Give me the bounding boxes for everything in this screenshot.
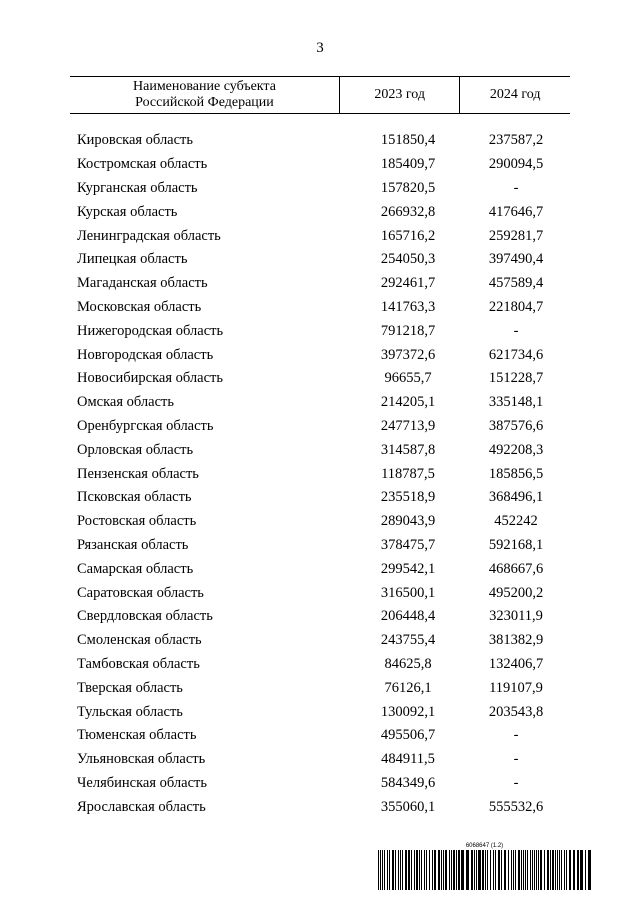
barcode-bar (557, 850, 558, 890)
budget-table (70, 76, 570, 819)
value-2023-cell: 84625,8 (384, 655, 432, 672)
barcode-bar (482, 850, 484, 890)
region-name-cell: Оренбургская область (77, 417, 214, 434)
barcode-bar (561, 850, 562, 890)
table-row (70, 177, 570, 201)
value-2024-cell: 132406,7 (488, 655, 544, 672)
barcode-bar (380, 850, 381, 890)
value-2024-cell: 119107,9 (489, 679, 543, 696)
value-2023-cell: 355060,1 (380, 798, 436, 815)
value-2024-cell: 290094,5 (488, 156, 544, 173)
value-2024-cell: 185856,5 (488, 465, 544, 482)
barcode-bar (451, 850, 452, 890)
table-row (70, 700, 570, 724)
table-row (70, 510, 570, 534)
value-2023-cell: 378475,7 (380, 536, 436, 553)
value-2023-cell: 299542,1 (380, 560, 436, 577)
barcode-bar (555, 850, 556, 890)
table-row (70, 772, 570, 796)
barcode-bar (569, 850, 571, 890)
region-name-cell: Орловская область (77, 441, 194, 458)
barcode-bar (456, 850, 457, 890)
barcode-bar (559, 850, 560, 890)
barcode-bar (405, 850, 407, 890)
value-2024-cell: - (513, 727, 519, 744)
value-2023-cell: 254050,3 (380, 251, 436, 268)
value-2023-cell: 76126,1 (384, 679, 432, 696)
barcode-bar (532, 850, 533, 890)
barcode-bar (395, 850, 396, 890)
header-2024: 2024 год (459, 77, 570, 113)
barcode-bar (513, 850, 514, 890)
table-header (70, 76, 570, 114)
region-name-cell: Нижегородская область (77, 322, 224, 339)
barcode-bar (411, 850, 412, 890)
value-2024-cell: 203543,8 (488, 703, 544, 720)
table-row (70, 581, 570, 605)
value-2023-cell: 243755,4 (380, 632, 436, 649)
table-row (70, 795, 570, 819)
value-2023-cell: 397372,6 (380, 346, 436, 363)
barcode-bar (419, 850, 420, 890)
region-name-cell: Ростовская область (77, 513, 197, 530)
table-row (70, 724, 570, 748)
value-2024-cell: 381382,9 (488, 632, 544, 649)
barcode-bar (521, 850, 522, 890)
barcode-bar (525, 850, 526, 890)
table-row (70, 748, 570, 772)
region-name-cell: Тамбовская область (77, 655, 200, 672)
barcode-bar (490, 850, 491, 890)
value-2024-cell: 151228,7 (488, 370, 544, 387)
barcode-bar (434, 850, 436, 890)
region-name-cell: Новосибирская область (77, 370, 223, 387)
region-name-cell: Омская область (77, 394, 174, 411)
table-row (70, 200, 570, 224)
value-2023-cell: 266932,8 (380, 203, 436, 220)
value-2023-cell: 151850,4 (380, 132, 436, 149)
value-2023-cell: 118787,5 (381, 465, 435, 482)
barcode-bar (564, 850, 565, 890)
table-row (70, 153, 570, 177)
barcode-bar (432, 850, 433, 890)
value-2023-cell: 214205,1 (380, 394, 436, 411)
barcode-bar (414, 850, 415, 890)
value-2024-cell: 335148,1 (488, 394, 544, 411)
barcode-bar (387, 850, 388, 890)
value-2023-cell: 247713,9 (380, 417, 436, 434)
region-name-cell: Псковская область (77, 489, 192, 506)
table-row (70, 129, 570, 153)
value-2023-cell: 157820,5 (380, 179, 436, 196)
barcode-bar (466, 850, 469, 890)
barcode-bar (585, 850, 586, 890)
region-name-cell: Тверская область (77, 679, 183, 696)
value-2024-cell: 468667,6 (488, 560, 544, 577)
barcode-bar (416, 850, 418, 890)
value-2024-cell: - (513, 179, 519, 196)
table-row (70, 462, 570, 486)
barcode-bar (471, 850, 473, 890)
barcode-bar (588, 850, 591, 890)
value-2024-cell: 492208,3 (488, 441, 544, 458)
barcode-bar (495, 850, 496, 890)
barcode-bar (536, 850, 537, 890)
barcode-bar (453, 850, 455, 890)
barcode-bar (426, 850, 427, 890)
header-region-name (70, 77, 339, 113)
value-2024-cell: 555532,6 (488, 798, 544, 815)
barcode-bar (552, 850, 554, 890)
barcode-bar (493, 850, 494, 890)
region-name-cell: Рязанская область (77, 536, 189, 553)
barcode-bar (527, 850, 528, 890)
barcode-bar (487, 850, 488, 890)
barcode-bar (443, 850, 444, 890)
barcode-bar (501, 850, 502, 890)
barcode-bar (382, 850, 383, 890)
barcode-bar (538, 850, 539, 890)
value-2024-cell: 452242 (494, 513, 538, 530)
table-row (70, 653, 570, 677)
table-row (70, 367, 570, 391)
table-row (70, 557, 570, 581)
barcode-bar (478, 850, 481, 890)
value-2023-cell: 96655,7 (384, 370, 432, 387)
header-region-line2: Российской Федерации (135, 95, 274, 110)
table-row (70, 486, 570, 510)
barcode-bar (530, 850, 531, 890)
barcode-bar (474, 850, 475, 890)
value-2023-cell: 484911,5 (381, 751, 435, 768)
region-name-cell: Московская область (77, 298, 202, 315)
barcode-bar (544, 850, 545, 890)
page-number: 3 (316, 40, 324, 56)
document-barcode (378, 843, 591, 890)
region-name-cell: Челябинская область (77, 774, 207, 791)
value-2024-cell: 495200,2 (488, 584, 544, 601)
barcode-image (378, 850, 591, 890)
barcode-bar (402, 850, 403, 890)
table-body (70, 129, 570, 819)
region-name-cell: Курганская область (77, 179, 198, 196)
value-2024-cell: 457589,4 (488, 275, 544, 292)
region-name-cell: Ярославская область (77, 798, 206, 815)
table-row (70, 605, 570, 629)
region-name-cell: Смоленская область (77, 632, 202, 649)
barcode-bar (421, 850, 422, 890)
region-name-cell: Магаданская область (77, 275, 208, 292)
barcode-bar (534, 850, 535, 890)
barcode-bar (400, 850, 401, 890)
value-2023-cell: 130092,1 (380, 703, 436, 720)
value-2023-cell: 289043,9 (380, 513, 436, 530)
value-2024-cell: 323011,9 (489, 608, 543, 625)
value-2023-cell: 584349,6 (380, 774, 436, 791)
barcode-bar (547, 850, 549, 890)
region-name-cell: Тюменская область (77, 727, 197, 744)
value-2023-cell: 314587,8 (380, 441, 436, 458)
value-2023-cell: 235518,9 (380, 489, 436, 506)
value-2024-cell: 397490,4 (488, 251, 544, 268)
barcode-bar (424, 850, 425, 890)
value-2024-cell: - (513, 322, 519, 339)
value-2024-cell: 221804,7 (488, 298, 544, 315)
region-name-cell: Кировская область (77, 132, 194, 149)
region-name-cell: Ленинградская область (77, 227, 221, 244)
value-2023-cell: 791218,7 (380, 322, 436, 339)
barcode-bar (577, 850, 579, 890)
value-2023-cell: 185409,7 (380, 156, 436, 173)
value-2024-cell: 259281,7 (488, 227, 544, 244)
region-name-cell: Самарская область (77, 560, 194, 577)
table-row (70, 534, 570, 558)
barcode-bar (445, 850, 447, 890)
region-name-cell: Ульяновская область (77, 751, 206, 768)
barcode-bar (441, 850, 442, 890)
value-2023-cell: 206448,4 (380, 608, 436, 625)
table-row (70, 296, 570, 320)
value-2023-cell: 316500,1 (380, 584, 436, 601)
region-name-cell: Липецкая область (77, 251, 188, 268)
table-row (70, 415, 570, 439)
table-row (70, 272, 570, 296)
barcode-bar (550, 850, 551, 890)
barcode-bar (438, 850, 440, 890)
value-2024-cell: 592168,1 (488, 536, 544, 553)
barcode-bar (458, 850, 460, 890)
region-name-cell: Курская область (77, 203, 178, 220)
region-name-cell: Новгородская область (77, 346, 214, 363)
barcode-bar (398, 850, 399, 890)
table-row (70, 629, 570, 653)
barcode-bar (566, 850, 567, 890)
barcode-bar (408, 850, 410, 890)
value-2023-cell: 495506,7 (380, 727, 436, 744)
region-name-cell: Пензенская область (77, 465, 199, 482)
value-2024-cell: 621734,6 (488, 346, 544, 363)
barcode-bar (392, 850, 394, 890)
header-region-line1: Наименование субъекта (133, 79, 276, 94)
table-row (70, 224, 570, 248)
value-2023-cell: 141763,3 (380, 298, 436, 315)
value-2024-cell: - (513, 751, 519, 768)
table-row (70, 676, 570, 700)
region-name-cell: Тульская область (77, 703, 183, 720)
barcode-bar (580, 850, 583, 890)
value-2024-cell: 417646,7 (488, 203, 544, 220)
barcode-bar (449, 850, 450, 890)
barcode-bar (429, 850, 430, 890)
value-2023-cell: 165716,2 (380, 227, 436, 244)
barcode-bar (504, 850, 506, 890)
value-2024-cell: - (513, 774, 519, 791)
barcode-bar (515, 850, 516, 890)
barcode-bar (485, 850, 486, 890)
barcode-bar (540, 850, 542, 890)
barcode-bar (378, 850, 379, 890)
barcode-bar (523, 850, 524, 890)
table-row (70, 248, 570, 272)
table-row (70, 343, 570, 367)
barcode-caption: 6068647 (1.2) (465, 843, 504, 849)
barcode-bar (389, 850, 390, 890)
region-name-cell: Свердловская область (77, 608, 213, 625)
barcode-bar (461, 850, 464, 890)
table-row (70, 438, 570, 462)
value-2023-cell: 292461,7 (380, 275, 436, 292)
value-2024-cell: 237587,2 (488, 132, 544, 149)
barcode-bar (518, 850, 520, 890)
header-2023: 2023 год (339, 77, 460, 113)
barcode-bar (508, 850, 509, 890)
value-2024-cell: 368496,1 (488, 489, 544, 506)
table-row (70, 319, 570, 343)
region-name-cell: Саратовская область (77, 584, 204, 601)
barcode-bar (498, 850, 500, 890)
table-row (70, 391, 570, 415)
barcode-bar (511, 850, 512, 890)
region-name-cell: Костромская область (77, 156, 208, 173)
barcode-bar (573, 850, 575, 890)
barcode-bar (476, 850, 477, 890)
barcode-bar (384, 850, 385, 890)
value-2024-cell: 387576,6 (488, 417, 544, 434)
